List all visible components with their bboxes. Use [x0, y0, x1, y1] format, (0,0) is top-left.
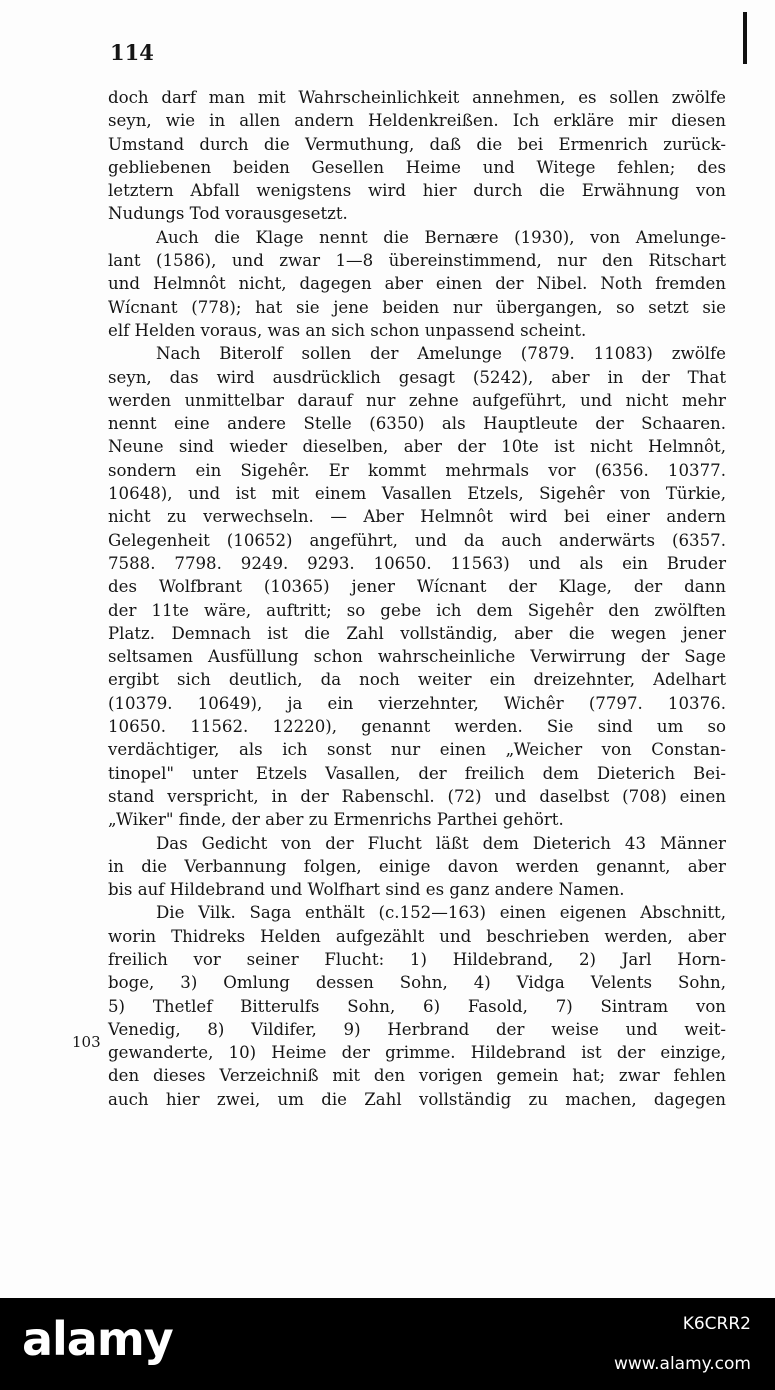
body-text [108, 86, 726, 1111]
text-line: gebliebenen beiden Gesellen Heime und Witege fehlen; des [108, 157, 726, 177]
text-line: tinopel" unter Etzels Vasallen, der freilich dem Dieterich Bei- [108, 763, 726, 783]
text-line: Das Gedicht von der Flucht läßt dem Dieterich 43 Männer [156, 833, 726, 853]
text-line: Die Vilk. Saga enthält (c.152—163) einen eigenen Abschnitt, [156, 903, 726, 923]
text-line: Wícnant (778); hat sie jene beiden nur übergangen, so setzt sie [108, 297, 726, 317]
text-line: letztern Abfall wenigstens wird hier durch die Erwähnung von [108, 181, 726, 201]
text-line: nennt eine andere Stelle (6350) als Hauptleute der Schaaren. [108, 414, 726, 434]
text-line: stand verspricht, in der Rabenschl. (72) und daselbst (708) einen [108, 786, 726, 806]
text-line: bis auf Hildebrand und Wolfhart sind es ganz andere Namen. [108, 880, 625, 900]
text-line: 5) Thetlef Bitterulfs Sohn, 6) Fasold, 7) Sintram von [108, 996, 726, 1016]
text-line: 10648), und ist mit einem Vasallen Etzels, Sigehêr von Türkie, [108, 484, 726, 504]
image-id: K6CRR2 [682, 1314, 751, 1334]
text-line: verdächtiger, als ich sonst nur einen „Weicher von Constan- [108, 740, 726, 760]
text-line: Gelegenheit (10652) angeführt, und da auch anderwärts (6357. [108, 530, 726, 550]
brand-logo: alamy [22, 1312, 173, 1366]
text-line: seltsamen Ausfüllung schon wahrscheinliche Verwirrung der Sage [108, 647, 726, 667]
text-line: doch darf man mit Wahrscheinlichkeit annehmen, es sollen zwölfe [108, 88, 726, 107]
text-line: 10650. 11562. 12220), genannt werden. Sie sind um so [108, 717, 726, 737]
text-line: des Wolfbrant (10365) jener Wícnant der Klage, der dann [108, 577, 726, 597]
text-line: Venedig, 8) Vildifer, 9) Herbrand der weise und weit- [108, 1019, 726, 1039]
text-line: ergibt sich deutlich, da noch weiter ein dreizehnter, Adelhart [108, 670, 726, 690]
text-line: „Wiker" finde, der aber zu Ermenrichs Parthei gehört. [108, 810, 564, 830]
text-line: der 11te wäre, auftritt; so gebe ich dem Sigehêr den zwölften [108, 600, 726, 620]
text-line: nicht zu verwechseln. — Aber Helmnôt wird bei einer andern [108, 507, 726, 527]
text-line: Nach Biterolf sollen der Amelunge (7879. 11083) zwölfe [156, 344, 726, 364]
text-line: auch hier zwei, um die Zahl vollständig zu machen, dagegen [108, 1089, 726, 1109]
text-line: seyn, das wird ausdrücklich gesagt (5242), aber in der That [108, 367, 726, 387]
text-line: elf Helden voraus, was an sich schon unpassend scheint. [108, 320, 587, 340]
text-line: gewanderte, 10) Heime der grimme. Hildebrand ist der einzige, [108, 1043, 726, 1063]
text-line: werden unmittelbar darauf nur zehne aufgeführt, und nicht mehr [108, 390, 726, 410]
page-number: 114 [110, 40, 154, 65]
page-edge-mark [743, 12, 747, 64]
text-line: Platz. Demnach ist die Zahl vollständig, aber die wegen jener [108, 623, 726, 643]
text-line: sondern ein Sigehêr. Er kommt mehrmals vor (6356. 10377. [108, 460, 726, 480]
text-line: Umstand durch die Vermuthung, daß die bei Ermenrich zurück- [108, 134, 726, 154]
text-line: Auch die Klage nennt die Bernære (1930), von Amelunge- [156, 227, 726, 247]
text-line: Nudungs Tod vorausgesetzt. [108, 204, 348, 224]
text-line: seyn, wie in allen andern Heldenkreißen. Ich erkläre mir diesen [108, 111, 726, 131]
text-line: und Helmnôt nicht, dagegen aber einen der Nibel. Noth fremden [108, 274, 726, 294]
text-line: den dieses Verzeichniß mit den vorigen gemein hat; zwar fehlen [108, 1066, 726, 1086]
text-line: boge, 3) Omlung dessen Sohn, 4) Vidga Velents Sohn, [108, 973, 726, 993]
text-line: (10379. 10649), ja ein vierzehnter, Wichêr (7797. 10376. [108, 693, 726, 713]
text-line: 7588. 7798. 9249. 9293. 10650. 11563) und als ein Bruder [108, 553, 726, 573]
text-line: Neune sind wieder dieselben, aber der 10te ist nicht Helmnôt, [108, 437, 726, 457]
watermark-footer [0, 1298, 775, 1390]
margin-note: 103 [72, 1033, 101, 1051]
text-line: freilich vor seiner Flucht: 1) Hildebrand, 2) Jarl Horn- [108, 949, 726, 969]
text-line: worin Thidreks Helden aufgezählt und beschrieben werden, aber [108, 926, 726, 946]
site-url: www.alamy.com [613, 1354, 751, 1374]
text-line: lant (1586), und zwar 1—8 übereinstimmend, nur den Ritschart [108, 251, 726, 271]
text-line: in die Verbannung folgen, einige davon werden genannt, aber [108, 856, 726, 876]
